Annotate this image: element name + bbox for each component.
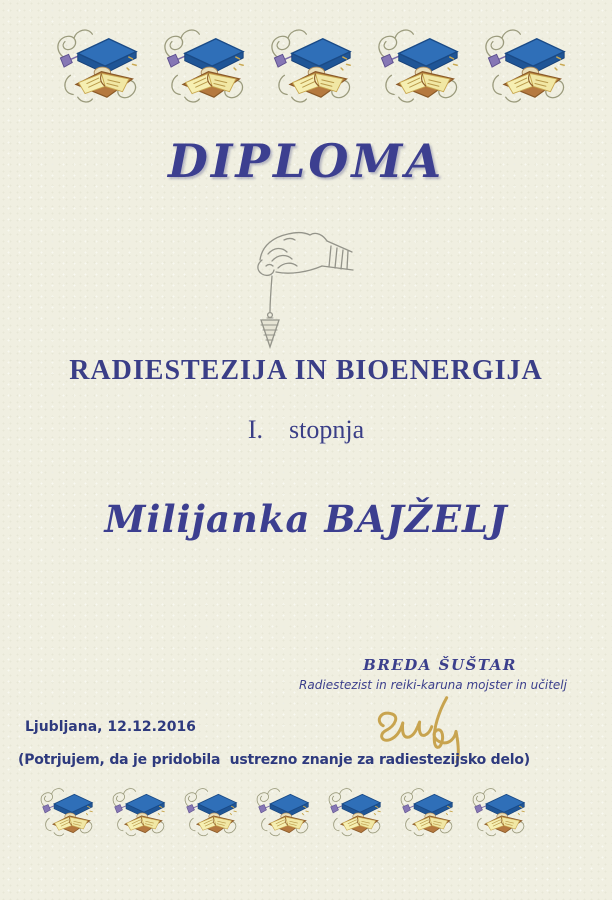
bottom-decoration-row bbox=[36, 786, 528, 842]
graduation-cap-book-icon bbox=[108, 786, 168, 841]
graduation-cap-book-icon bbox=[468, 786, 528, 841]
graduation-cap-book-icon bbox=[478, 26, 570, 110]
graduation-cap-book-icon bbox=[180, 786, 240, 841]
graduation-cap-book-icon bbox=[371, 26, 463, 110]
course-level: I. stopnja bbox=[247, 415, 365, 444]
graduation-cap-book-icon bbox=[157, 26, 249, 110]
graduation-cap-book-icon bbox=[50, 26, 142, 110]
issuer-credentials: Radiestezist in reiki-karuna mojster in učitelj bbox=[299, 678, 567, 692]
top-decoration-row bbox=[50, 26, 570, 112]
issuer-name: BREDA ŠUŠTAR bbox=[363, 656, 517, 674]
hand-pendulum-illustration bbox=[226, 214, 361, 349]
graduation-cap-book-icon bbox=[396, 786, 456, 841]
graduation-cap-book-icon bbox=[324, 786, 384, 841]
diploma-title: DIPLOMA bbox=[167, 134, 445, 188]
recipient-name: Milijanka BAJŽELJ bbox=[104, 497, 508, 541]
confirmation-note: (Potrjujem, da je pridobila ustrezno znanje za radiestezijsko delo) bbox=[18, 752, 530, 768]
graduation-cap-book-icon bbox=[264, 26, 356, 110]
graduation-cap-book-icon bbox=[252, 786, 312, 841]
graduation-cap-book-icon bbox=[36, 786, 96, 841]
place-and-date: Ljubljana, 12.12.2016 bbox=[25, 719, 196, 735]
signature-handwriting bbox=[372, 694, 484, 756]
course-title: RADIESTEZIJA IN BIOENERGIJA bbox=[69, 355, 543, 386]
